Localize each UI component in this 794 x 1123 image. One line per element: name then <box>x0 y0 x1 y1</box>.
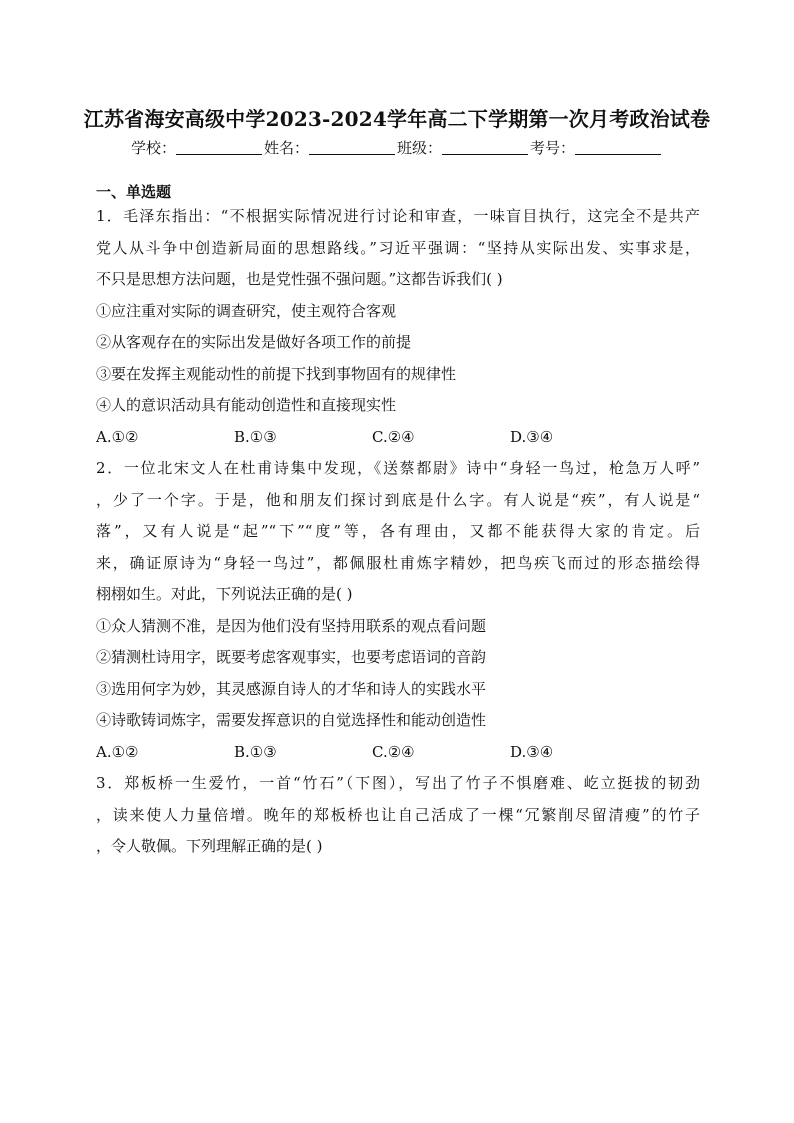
statement-3: ③要在发挥主观能动性的前提下找到事物固有的规律性 <box>96 364 457 383</box>
statement-1: ①众人猜测不准，是因为他们没有坚持用联系的观点看问题 <box>96 616 487 635</box>
question-stem-line: 来，确证原诗为“身轻一鸟过”，都佩服杜甫炼字精妙，把鸟疾飞而过的形态描绘得 <box>96 553 700 572</box>
school-blank[interactable] <box>176 140 262 155</box>
statement-2: ②猜测杜诗用字，既要考虑客观事实，也要考虑语词的音韵 <box>96 648 487 666</box>
question-stem-line: 1．毛泽东指出：“不根据实际情况进行讨论和审查，一味盲目执行，这完全不是共产 <box>96 207 700 225</box>
question-stem-line: 栩栩如生。对此，下列说法正确的是( ) <box>96 585 353 603</box>
option-b[interactable]: B.①③ <box>234 742 277 761</box>
statement-4: ④人的意识活动具有能动创造性和直接现实性 <box>96 396 397 414</box>
option-d[interactable]: D.③④ <box>510 742 554 761</box>
option-c[interactable]: C.②④ <box>372 742 415 761</box>
question-stem-line: 2．一位北宋文人在杜甫诗集中发现，《送蔡都尉》诗中“身轻一鸟过，枪急万人呼” <box>96 459 700 477</box>
questions-content <box>96 203 700 865</box>
question-stem-line: 3．郑板桥一生爱竹，一首“竹石”（下图），写出了竹子不惧磨难、屹立挺拔的韧劲 <box>96 774 700 792</box>
statement-1: ①应注重对实际的调查研究，使主观符合客观 <box>96 301 397 320</box>
question-stem-line: 落”，又有人说是“起”“下”“度”等，各有理由，又都不能获得大家的肯定。后 <box>96 522 700 540</box>
statement-4: ④诗歌铸词炼字，需要发挥意识的自觉选择性和能动创造性 <box>96 711 487 729</box>
question-2 <box>96 455 700 770</box>
name-blank[interactable] <box>309 140 395 155</box>
class-blank[interactable] <box>442 140 528 155</box>
option-c[interactable]: C.②④ <box>372 427 415 446</box>
option-d[interactable]: D.③④ <box>510 427 554 446</box>
exam-no-label: 考号： <box>530 139 576 157</box>
option-b[interactable]: B.①③ <box>234 427 277 446</box>
statement-2: ②从客观存在的实际出发是做好各项工作的前提 <box>96 333 412 351</box>
exam-title: 江苏省海安高级中学2023-2024学年高二下学期第一次月考政治试卷 <box>83 107 711 131</box>
student-info-line <box>0 137 794 158</box>
question-1 <box>96 203 700 455</box>
answer-options <box>96 424 700 456</box>
school-label: 学校： <box>130 139 176 157</box>
option-a[interactable]: A.①② <box>96 742 139 761</box>
statement-3: ③选用何字为妙，其灵感源自诗人的才华和诗人的实践水平 <box>96 679 487 698</box>
class-label: 班级： <box>397 139 443 157</box>
question-stem-line: ，读来使人力量倍增。晚年的郑板桥也让自己活成了一棵“冗繁削尽留清瘦”的竹子 <box>96 805 700 824</box>
exam-no-blank[interactable] <box>575 140 661 155</box>
answer-options <box>96 739 700 771</box>
option-a[interactable]: A.①② <box>96 427 139 446</box>
question-stem-line: ，令人敬佩。下列理解正确的是( ) <box>96 837 323 855</box>
question-stem-line: 党人从斗争中创造新局面的思想路线。”习近平强调：“坚持从实际出发、实事求是， <box>96 238 700 257</box>
section-heading: 一、单选题 <box>96 183 172 201</box>
question-stem-line: 不只是思想方法问题，也是党性强不强问题。”这都告诉我们( ) <box>96 270 503 288</box>
question-3 <box>96 770 700 865</box>
name-label: 姓名： <box>263 139 309 157</box>
question-stem-line: ，少了一个字。于是，他和朋友们探讨到底是什么字。有人说是“疾”，有人说是“ <box>96 490 700 509</box>
